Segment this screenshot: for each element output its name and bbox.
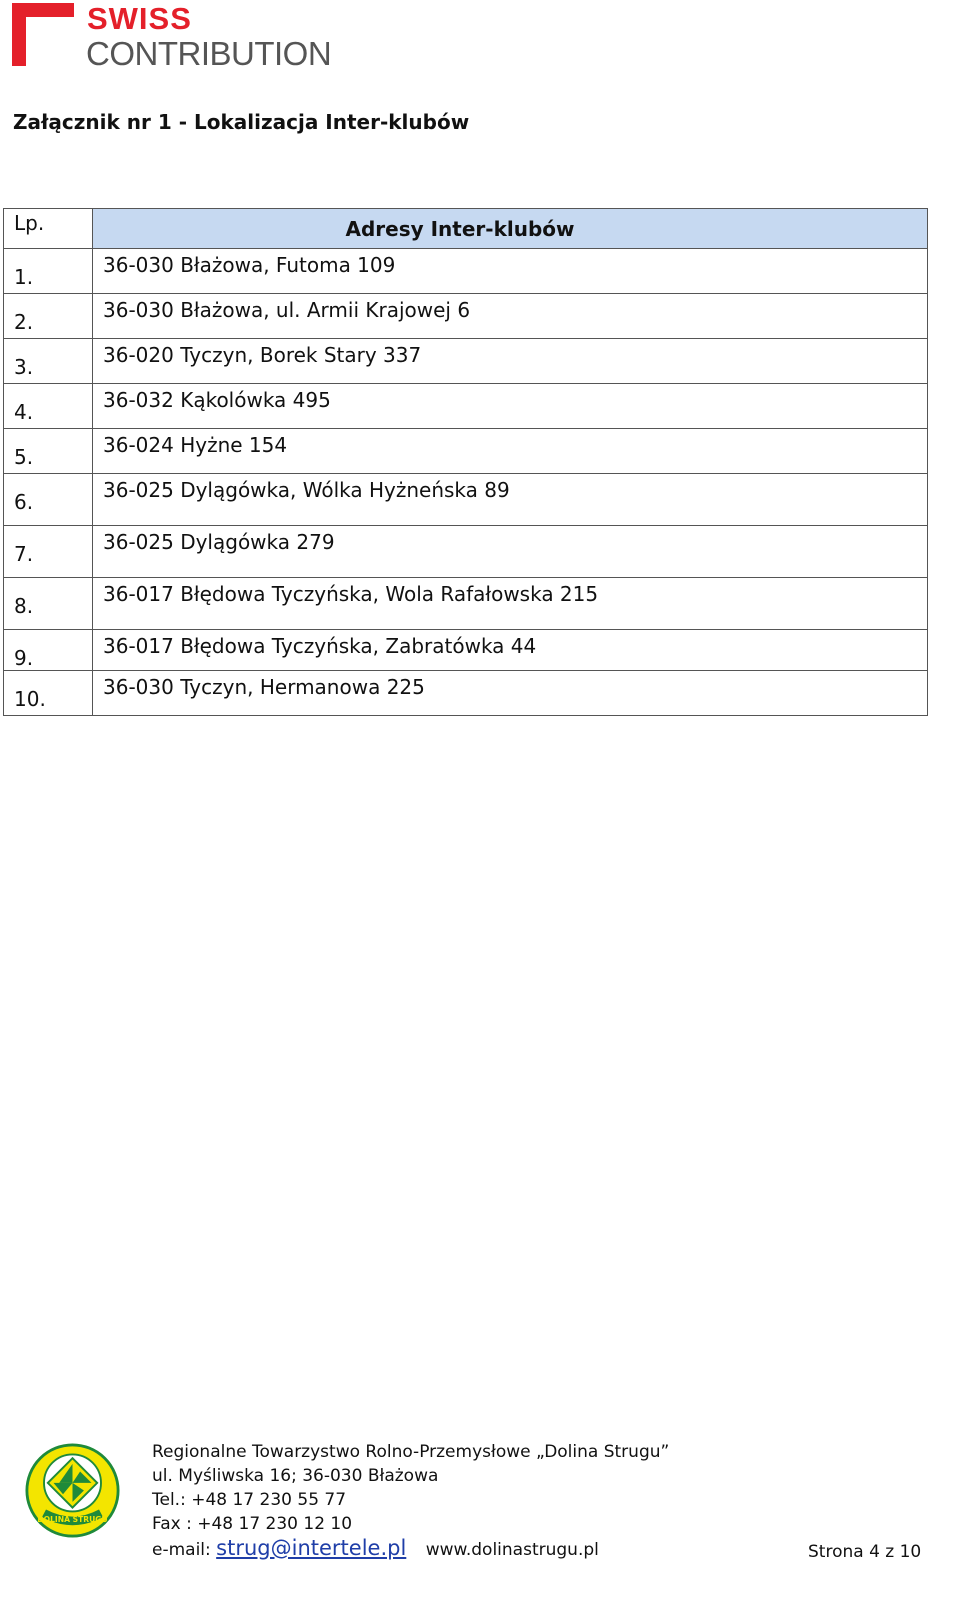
row-lp: 5. [4,429,93,474]
table-row [4,474,928,526]
logo-red-square [12,3,74,66]
row-lp: 8. [4,578,93,630]
row-address: 36-030 Błażowa, ul. Armii Krajowej 6 [93,294,928,339]
logo-caption: DOLINA STRUGU [37,1514,108,1524]
row-lp: 1. [4,249,93,294]
row-lp: 6. [4,474,93,526]
row-address: 36-025 Dylągówka 279 [93,526,928,578]
row-lp: 2. [4,294,93,339]
table-row [4,294,928,339]
footer-tel: Tel.: +48 17 230 55 77 [152,1490,347,1510]
table-row [4,384,928,429]
row-lp: 10. [4,671,93,716]
row-address: 36-030 Błażowa, Futoma 109 [93,249,928,294]
row-lp: 3. [4,339,93,384]
row-address: 36-017 Błędowa Tyczyńska, Zabratówka 44 [93,630,928,671]
dolina-strugu-logo [25,1443,120,1538]
table-row [4,249,928,294]
row-lp: 7. [4,526,93,578]
row-address: 36-030 Tyczyn, Hermanowa 225 [93,671,928,716]
row-address: 36-025 Dylągówka, Wólka Hyżneńska 89 [93,474,928,526]
table-row [4,339,928,384]
footer-org: Regionalne Towarzystwo Rolno-Przemysłowe „Dolina Strugu” [152,1442,670,1462]
row-address: 36-032 Kąkolówka 495 [93,384,928,429]
footer-contact [152,1440,669,1562]
table-header-row [4,209,928,249]
table-row [4,526,928,578]
row-lp: 4. [4,384,93,429]
row-address: 36-017 Błędowa Tyczyńska, Wola Rafałowska 215 [93,578,928,630]
footer-fax: Fax : +48 17 230 12 10 [152,1514,353,1534]
table-row [4,671,928,716]
website-link[interactable]: www.dolinastrugu.pl [425,1540,599,1560]
page-number: Strona 4 z 10 [808,1542,922,1562]
address-table [3,208,928,716]
page-title: Załącznik nr 1 - Lokalizacja Inter-klubów [13,110,470,134]
logo-line2: CONTRIBUTION [86,35,332,72]
footer-email-line [152,1536,669,1562]
row-address: 36-024 Hyżne 154 [93,429,928,474]
header-lp: Lp. [4,209,93,249]
row-address: 36-020 Tyczyn, Borek Stary 337 [93,339,928,384]
email-link[interactable]: strug@intertele.pl [216,1536,407,1560]
header-address: Adresy Inter-klubów [93,209,928,249]
table-row [4,630,928,671]
logo-line1: SWISS [87,1,192,36]
row-lp: 9. [4,630,93,671]
table-row [4,429,928,474]
email-label: e-mail: [152,1540,211,1560]
table-row [4,578,928,630]
footer-address: ul. Myśliwska 16; 36-030 Błażowa [152,1466,439,1486]
swiss-contribution-logo [12,1,332,72]
